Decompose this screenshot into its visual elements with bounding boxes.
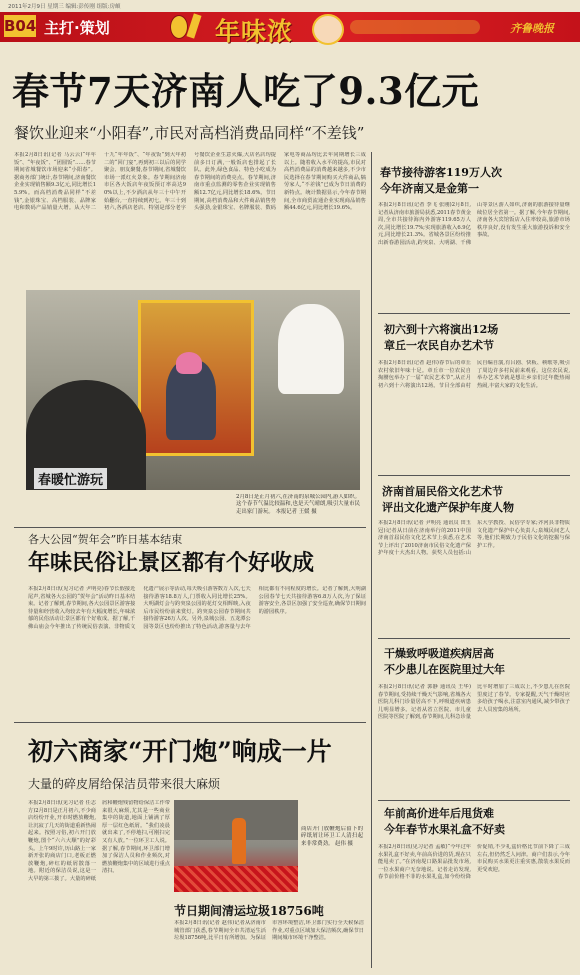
lantern-icon	[170, 15, 188, 39]
child-illustration-icon	[312, 14, 344, 45]
garbage-headline: 节日期间清运垃圾18756吨	[174, 904, 324, 918]
photo-label: 春暖忙游玩	[34, 468, 107, 489]
lead-subhead: 餐饮业迎来“小阳春”,市民对高档消费品同样“不差钱”	[14, 124, 365, 142]
temple-kicker: 各大公园“贺年会”昨日基本结束	[28, 533, 183, 546]
divider	[378, 800, 570, 801]
right-body-2: 本报2月8日讯(记者 赵伟)春节后的章丘农村依旧年味十足。章丘市一位农民自掏腰包举办了一届“农民艺术节”,从正月初六到十六将演出12场。节目全部由村民自编自演,有吕剧、快板、秧歌等,吸引了周边许多村民前来观看。这位农民说,举办艺术节就是想让乡亲们过年能热闹热闹,丰富大家的文化生活。	[378, 360, 570, 389]
lead-headline: 春节7天济南人吃了9.3亿元	[12, 69, 480, 113]
paper-logo: 齐鲁晚报	[510, 22, 554, 35]
divider	[14, 527, 366, 528]
right-body-3: 本报2月8日讯(记者 尹明亮 通讯员 田玉冠)记者从日前在济南举行的2011中国济南首届民俗文化艺术节上获悉,在艺术节上评出了2010济南市民俗文化遗产保护年度十大杰出人物。获奖人员包括:山东大学教授、民俗学专家;齐河县非物质文化遗产保护中心负责人;泉城民间艺人等,他们长期致力于民俗文化的挖掘与保护工作。	[378, 520, 570, 557]
column-divider	[371, 152, 372, 968]
sanitation-worker-icon	[232, 818, 246, 864]
red-debris-icon	[174, 866, 298, 892]
garbage-body: 本报2月8日讯(记者 赵伟)记者从济南市城管部门获悉,春节期间全市共清运生活垃圾18756吨,比平日有所增加。为保证市容环境整洁,环卫部门实行全天候保洁作业,对重点区域加大保洁频次,确保节日期间城市环境干净整洁。	[174, 920, 364, 942]
banner-title: 年味浓	[215, 17, 294, 46]
date-line: 2011年2月9日 星期三 编辑:彭传刚 组版:房頔	[8, 4, 121, 10]
child-hat-icon	[176, 352, 202, 374]
right-headline-2: 初六到十六将演出12场 章丘一农民自办艺术节	[384, 323, 499, 352]
divider	[378, 475, 570, 476]
divider	[378, 313, 570, 314]
right-headline-4: 干燥致呼吸道疾病居高 不少患儿在医院里过大年	[384, 647, 505, 676]
right-body-4: 本报2月8日讯(记者 郭静 通讯员 王华)春节期间,受持续干燥天气影响,省城各大医院儿科门诊量居高不下,呼吸道疾病患儿明显增多。记者从省立医院、市儿童医院等医院了解到,春节期间,儿科急诊量比平时增加了三成以上,不少患儿在医院里度过了春节。专家提醒,天气干燥时应多给孩子喝水,注意室内通风,减少带孩子去人员密集的场所。	[378, 684, 570, 721]
lead-body: 本报2月8日讯(记者 马云云)“年年饭”、“年夜饭”、“团圆饭”……春节期间省城餐饮市场迎来“小阳春”。据商务部门统计,春节期间,济南餐饮企业实现销售额9.3亿元,同比增长15.9%。而高档消费品同样“不差钱”,金银珠宝、高档服装、品牌家电和数码产品销量大增。从大年二十九“年年饭”、“年夜饭”到大年初二的“回门宴”,再到初三以后的同学聚会、朋友聚餐,春节期间,省城餐饮市场一派红火景象。春节期间济南市区各大饭店年夜饭预订率高达90%以上,不少酒店从年三十中午开始翻台,一直持续到初七。年三十到初六,各酒店老店、特别是部分老字号餐饮企业生意火爆,大店名店均提前多日订满,一般饭店也排起了长队。此外,绿色食品、特色小吃成为春节期间的消费亮点。春节期间,济南市重点监测的零售企业实现销售额12.7亿元,同比增长18.6%。节日期间,高档消费品和大件商品销售势头强劲,金银珠宝、名牌服装、数码家电等商品均比去年同期增长三成以上。随着收入水平的提高,市民对高档消费品的消费越来越多,不少市民选择在春节期间购买大件商品,犒劳家人,“不差钱”已成为节日消费的新特点。统计数据显示,今年春节期间,全市商贸流通企业实现商品销售额44.6亿元,同比增长19.6%。	[14, 152, 366, 212]
right-body-1: 本报2月8日讯(记者 李飞 张刚)2月8日,记者从济南市旅游局获悉,2011春节黄金周,全市共接待海内外游客119.65万人次,同比增长19.7%;实现旅游收入6.9亿元,同比增长21.3%。省城各景区纷纷推出新春游园活动,趵突泉、大明湖、千佛山等景区游人如织,济南的旅游接待量继续位居全省第一。据了解,今年春节期间,济南各大宾馆饭店入住率较高,旅游市场秩序良好,没有发生重大旅游投诉和安全事故。	[378, 202, 570, 246]
section-title: 主打·策划	[44, 19, 110, 37]
page-number: B04	[4, 17, 37, 35]
temple-headline: 年味民俗让景区都有个好收成	[28, 550, 315, 576]
feature-photo	[26, 290, 360, 490]
temple-body: 本报2月8日讯(见习记者 尹明亮)春节长假接近尾声,省城各大公园的“贺年会”活动昨日基本结束。记者了解到,春节期间,各大公园景区游客接待量和经营收入均较去年有大幅度增长,年味浓郁的民俗活动让景区都有个好收成。据了解,千佛山庙会今年推出了传统民俗表演、非物质文化遗产展示等活动,每天吸引游客数万人次,七天接待游客18.8万人,门票收入同比增长25%。大明湖灯会与趵突泉公园的花灯交相辉映,入夜后市民纷纷前来赏灯。趵突泉公园春节期间共接待游客26万人次。另外,泉城公园、五龙潭公园等景区也纷纷推出了特色活动,游客量与去年相比都有不同程度的增长。记者了解到,大明湖公园春节七天共接待游客6.8万人次,为了保证游客安全,各景区加强了安全巡查,确保节日期间的游园秩序。	[28, 586, 366, 630]
right-headline-3: 济南首届民俗文化艺术节 评出文化遗产保护年度人物	[382, 485, 514, 514]
divider	[14, 722, 366, 723]
right-headline-1: 春节接待游客119万人次 今年济南又是金第一	[380, 166, 502, 195]
sheep-statue-icon	[278, 304, 344, 394]
right-body-5: 本报2月8日讯(见习记者 孟敏)“今年过年水果礼盒不好卖,年前高价进的货,现在只能甩卖了。”在济南堤口路果品批发市场,一位水果商户无奈地说。记者走访发现,春节前价格不菲的水果礼盒,如今纷纷降价促销,不少礼盒价格比节前下降了三成左右,但仍然乏人问津。商户们表示,今年市民购买水果更注重实惠,散装水果反而更受欢迎。	[378, 844, 570, 881]
firecracker-subhead: 大量的碎皮屑给保洁员带来很大麻烦	[28, 777, 221, 791]
street-photo	[174, 800, 298, 892]
photo-caption: 2月8日是正月初六,在济南的泉城公园内,游人如织。这个春节气温比较温和,也是天气晴朗,吸引大量市民走出家门游玩。 本报记者 王媛 摄	[236, 494, 360, 515]
cloud-pattern-icon	[350, 20, 480, 34]
divider	[378, 638, 570, 639]
firecracker-body: 本报2月8日讯(见习记者 任志方)2月8日是正月初六,不少商店纷纷开业,开市时燃放鞭炮,让沉寂了几天的街道重新热闹起来。按照习俗,初六开门放鞭炮,图个“六六大顺”的好彩头。上午9时许,历山路上一家新开张的商店门口,老板正燃放鞭炮,碎红的纸屑散落一地。附近的保洁员说,这是一大早的第三拨了。大量的碎纸屑和鞭炮残留物给保洁工作带来很大麻烦,尤其是一些商业集中的街道,地面上铺满了厚厚一层红色纸屑。“我们凌晨就出来了,不停地扫,可刚扫完又有人放。”一位环卫工人说。据了解,春节期间,环卫部门增加了保洁人员和作业频次,对燃放鞭炮集中的区域进行重点清扫。	[28, 800, 170, 882]
right-headline-5: 年前高价进年后甩货难 今年春节水果礼盒不好卖	[384, 807, 505, 836]
firecracker-headline: 初六商家“开门炮”响成一片	[28, 737, 332, 766]
street-photo-caption: 商店开门放鞭炮后留下的碎纸屑让环卫工人清扫起来非常费劲。 赵伟 摄	[301, 826, 363, 847]
